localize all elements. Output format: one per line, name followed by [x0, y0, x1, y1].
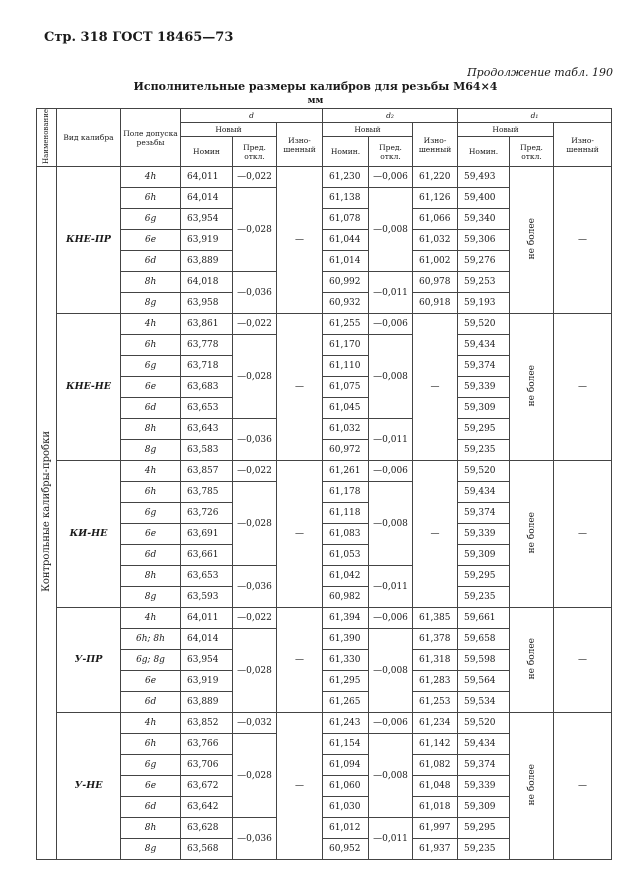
d-deviation: —0,036: [233, 818, 277, 860]
d-nominal: 64,014: [181, 629, 233, 650]
d1-deviation: [510, 608, 554, 713]
d1-nominal: 59,661: [458, 608, 510, 629]
tolerance-field: 6e: [121, 524, 181, 545]
d1-nominal: 59,235: [458, 587, 510, 608]
d2-nominal: 61,230: [323, 167, 369, 188]
d2-worn: 61,142: [413, 734, 458, 755]
d1-nominal: 59,493: [458, 167, 510, 188]
d2-nominal: 61,390: [323, 629, 369, 650]
d1-nominal: 59,434: [458, 335, 510, 356]
tolerance-field: 6g: [121, 209, 181, 230]
tolerance-field: 6h: [121, 734, 181, 755]
ne-bolee-label: не более: [526, 364, 537, 407]
tolerance-field: 8h: [121, 818, 181, 839]
d-nominal: 63,919: [181, 671, 233, 692]
d1-deviation: [510, 314, 554, 461]
d2-worn-header: Изно-шенный: [413, 123, 458, 167]
d2-nominal: 61,295: [323, 671, 369, 692]
d-nominal: 63,889: [181, 692, 233, 713]
d-worn: —: [277, 167, 323, 314]
d1-worn-header: Изно-шенный: [554, 123, 612, 167]
tolerance-field: 6e: [121, 377, 181, 398]
d1-nominal-header: Номин.: [458, 137, 510, 167]
tolerance-field: 8h: [121, 272, 181, 293]
d1-nominal: 59,235: [458, 440, 510, 461]
ne-bolee-label: не более: [526, 637, 537, 680]
d1-deviation: [510, 167, 554, 314]
d1-nominal: 59,309: [458, 398, 510, 419]
group-label-cell: [37, 167, 57, 860]
d2-worn: 61,937: [413, 839, 458, 860]
d2-worn: 61,126: [413, 188, 458, 209]
d1-nominal: 59,658: [458, 629, 510, 650]
d2-worn: 60,978: [413, 272, 458, 293]
page-reference: Стр. 318 ГОСТ 18465—73: [44, 30, 234, 45]
d-nominal: 63,954: [181, 209, 233, 230]
d2-worn: 61,385: [413, 608, 458, 629]
d2-nominal: 61,060: [323, 776, 369, 797]
d1-nominal: 59,598: [458, 650, 510, 671]
d2-nominal: 61,032: [323, 419, 369, 440]
d-deviation: —0,036: [233, 419, 277, 461]
d2-worn: 61,018: [413, 797, 458, 818]
d-deviation: —0,028: [233, 188, 277, 272]
d2-deviation: —0,011: [369, 419, 413, 461]
d2-nominal: 61,042: [323, 566, 369, 587]
d1-nominal: 59,309: [458, 545, 510, 566]
d2-deviation: —0,008: [369, 629, 413, 713]
d2-nominal: 61,118: [323, 503, 369, 524]
d1-nominal: 59,434: [458, 482, 510, 503]
d2-nominal: 61,045: [323, 398, 369, 419]
d-deviation: —0,028: [233, 629, 277, 713]
gauge-kind: КНЕ-ПР: [57, 167, 121, 314]
d-nominal: 63,718: [181, 356, 233, 377]
table-row: [37, 314, 612, 335]
d2-deviation: —0,006: [369, 167, 413, 188]
d2-nominal: 61,083: [323, 524, 369, 545]
tolerance-field: 6h; 8h: [121, 629, 181, 650]
d1-nominal: 59,564: [458, 671, 510, 692]
tolerance-field: 8g: [121, 440, 181, 461]
d1-nominal: 59,339: [458, 524, 510, 545]
d1-deviation: [510, 461, 554, 608]
unit-label: мм: [307, 96, 324, 106]
d2-deviation: —0,006: [369, 713, 413, 734]
d2-nominal-header: Номин.: [323, 137, 369, 167]
d-nominal: 63,706: [181, 755, 233, 776]
col-kind-header: Вид калибра: [57, 109, 121, 167]
d2-worn: 61,318: [413, 650, 458, 671]
table-body: [37, 167, 612, 860]
d1-nominal: 59,295: [458, 818, 510, 839]
d2-nominal: 61,330: [323, 650, 369, 671]
ne-bolee-label: не более: [526, 511, 537, 554]
tolerance-field: 6g: [121, 356, 181, 377]
d-deviation: —0,036: [233, 272, 277, 314]
d-worn: —: [277, 608, 323, 713]
d-nominal: 64,011: [181, 167, 233, 188]
d1-nominal: 59,276: [458, 251, 510, 272]
d2-nominal: 60,932: [323, 293, 369, 314]
ne-bolee-label: не более: [526, 217, 537, 260]
d1-nominal: 59,339: [458, 377, 510, 398]
group-label: Контрольные калибры-пробки: [40, 431, 52, 592]
d1-nominal: 59,400: [458, 188, 510, 209]
d1-nominal: 59,374: [458, 755, 510, 776]
d2-nominal: 60,992: [323, 272, 369, 293]
d2-nominal: 61,110: [323, 356, 369, 377]
d-nominal: 63,642: [181, 797, 233, 818]
d-worn: —: [277, 713, 323, 860]
tolerance-field: 6d: [121, 251, 181, 272]
d1-worn: —: [554, 713, 612, 860]
d-nominal: 63,778: [181, 335, 233, 356]
tolerance-field: 8g: [121, 587, 181, 608]
ne-bolee-label: не более: [526, 763, 537, 806]
d1-nominal: 59,520: [458, 314, 510, 335]
d2-worn: —: [413, 314, 458, 461]
d2-nominal: 61,265: [323, 692, 369, 713]
d1-nominal: 59,340: [458, 209, 510, 230]
d2-worn: 61,066: [413, 209, 458, 230]
d-deviation: —0,028: [233, 335, 277, 419]
d-nominal: 64,018: [181, 272, 233, 293]
col-d2-header: d₂: [323, 109, 458, 123]
col-d-header: d: [181, 109, 323, 123]
d-nominal: 63,919: [181, 230, 233, 251]
tolerance-field: 8h: [121, 566, 181, 587]
d-deviation: —0,036: [233, 566, 277, 608]
d2-deviation: —0,006: [369, 608, 413, 629]
d-nominal: 63,691: [181, 524, 233, 545]
col-d1-header: d₁: [458, 109, 612, 123]
d2-worn: —: [413, 461, 458, 608]
tolerance-field: 6e: [121, 671, 181, 692]
tolerance-field: 6h: [121, 335, 181, 356]
d2-deviation: —0,008: [369, 734, 413, 818]
d-nominal: 63,785: [181, 482, 233, 503]
gauge-kind: КИ-НЕ: [57, 461, 121, 608]
d1-nominal: 59,520: [458, 461, 510, 482]
d2-deviation: —0,011: [369, 272, 413, 314]
d2-nominal: 61,075: [323, 377, 369, 398]
d2-nominal: 61,044: [323, 230, 369, 251]
d2-nominal: 60,952: [323, 839, 369, 860]
d-worn-header: Изно-шенный: [277, 123, 323, 167]
d1-nominal: 59,339: [458, 776, 510, 797]
d2-worn: 61,082: [413, 755, 458, 776]
d1-nominal: 59,193: [458, 293, 510, 314]
d1-nominal: 59,309: [458, 797, 510, 818]
d2-nominal: 61,170: [323, 335, 369, 356]
tolerance-field: 4h: [121, 608, 181, 629]
tolerance-field: 6h: [121, 482, 181, 503]
d2-deviation: —0,008: [369, 335, 413, 419]
d2-nominal: 61,012: [323, 818, 369, 839]
d1-new-header: Новый: [458, 123, 554, 137]
d-nominal: 63,726: [181, 503, 233, 524]
d2-nominal: 61,138: [323, 188, 369, 209]
d-deviation: —0,022: [233, 167, 277, 188]
d1-worn: —: [554, 461, 612, 608]
gauge-kind: У-НЕ: [57, 713, 121, 860]
tolerance-field: 6e: [121, 776, 181, 797]
d1-worn: —: [554, 167, 612, 314]
d2-dev-header: Пред. откл.: [369, 137, 413, 167]
d2-nominal: 61,154: [323, 734, 369, 755]
d2-worn: 61,378: [413, 629, 458, 650]
d1-worn: —: [554, 314, 612, 461]
gauge-kind: У-ПР: [57, 608, 121, 713]
d1-nominal: 59,374: [458, 356, 510, 377]
tolerance-field: 6g; 8g: [121, 650, 181, 671]
d1-dev-header: Пред. откл.: [510, 137, 554, 167]
d1-nominal: 59,295: [458, 566, 510, 587]
d2-nominal: 61,014: [323, 251, 369, 272]
d2-nominal: 61,255: [323, 314, 369, 335]
table-title: Исполнительные размеры калибров для резьбы М64×4: [133, 80, 498, 93]
d-nominal: 63,653: [181, 398, 233, 419]
table-row: [37, 167, 612, 188]
d2-deviation: —0,008: [369, 188, 413, 272]
col-tolerance-header: Поле допуска резьбы: [121, 109, 181, 167]
tolerance-field: 4h: [121, 713, 181, 734]
d-nominal: 63,653: [181, 566, 233, 587]
d2-nominal: 61,178: [323, 482, 369, 503]
d2-worn: 61,032: [413, 230, 458, 251]
d-worn: —: [277, 314, 323, 461]
d1-nominal: 59,253: [458, 272, 510, 293]
d2-worn: 61,234: [413, 713, 458, 734]
d2-nominal: 61,094: [323, 755, 369, 776]
d2-deviation: —0,011: [369, 818, 413, 860]
d1-worn: —: [554, 608, 612, 713]
d2-worn: 61,220: [413, 167, 458, 188]
d-nominal: 63,889: [181, 251, 233, 272]
tolerance-field: 6d: [121, 797, 181, 818]
d2-nominal: 61,030: [323, 797, 369, 818]
d-nominal: 63,593: [181, 587, 233, 608]
d-dev-header: Пред. откл.: [233, 137, 277, 167]
d2-worn: 60,918: [413, 293, 458, 314]
d-nominal: 64,014: [181, 188, 233, 209]
tolerance-field: 4h: [121, 461, 181, 482]
tolerance-field: 8g: [121, 293, 181, 314]
d-new-header: Новый: [181, 123, 277, 137]
d1-nominal: 59,235: [458, 839, 510, 860]
d-nominal: 63,643: [181, 419, 233, 440]
d-nominal: 63,568: [181, 839, 233, 860]
d-nominal: 63,852: [181, 713, 233, 734]
d2-worn: 61,997: [413, 818, 458, 839]
d-deviation: —0,022: [233, 461, 277, 482]
continuation-note: Продолжение табл. 190: [467, 66, 613, 79]
d-nominal: 64,011: [181, 608, 233, 629]
d-nominal: 63,628: [181, 818, 233, 839]
d-deviation: —0,022: [233, 608, 277, 629]
tolerance-field: 4h: [121, 314, 181, 335]
tolerance-field: 6g: [121, 503, 181, 524]
tolerance-field: 8h: [121, 419, 181, 440]
tolerance-field: 4h: [121, 167, 181, 188]
d-nominal: 63,672: [181, 776, 233, 797]
d1-nominal: 59,520: [458, 713, 510, 734]
col-name-header: Наименование: [37, 109, 57, 167]
d2-nominal: 61,394: [323, 608, 369, 629]
d-nominal: 63,958: [181, 293, 233, 314]
d-deviation: —0,028: [233, 734, 277, 818]
d2-worn: 61,283: [413, 671, 458, 692]
d2-nominal: 61,078: [323, 209, 369, 230]
d2-worn: 61,002: [413, 251, 458, 272]
tolerance-field: 6d: [121, 398, 181, 419]
d2-deviation: —0,006: [369, 461, 413, 482]
d-nominal: 63,861: [181, 314, 233, 335]
tolerance-field: 6h: [121, 188, 181, 209]
d2-worn: 61,253: [413, 692, 458, 713]
d2-nominal: 61,261: [323, 461, 369, 482]
d1-deviation: [510, 713, 554, 860]
table-row: [37, 608, 612, 629]
d-nominal: 63,683: [181, 377, 233, 398]
d2-nominal: 61,053: [323, 545, 369, 566]
dimensions-table: [36, 108, 612, 860]
d-nominal: 63,583: [181, 440, 233, 461]
d1-nominal: 59,295: [458, 419, 510, 440]
d1-nominal: 59,434: [458, 734, 510, 755]
d-nominal: 63,857: [181, 461, 233, 482]
d2-deviation: —0,008: [369, 482, 413, 566]
tolerance-field: 8g: [121, 839, 181, 860]
d2-new-header: Новый: [323, 123, 413, 137]
d1-nominal: 59,306: [458, 230, 510, 251]
table-row: [37, 461, 612, 482]
d2-deviation: —0,006: [369, 314, 413, 335]
d-nominal: 63,954: [181, 650, 233, 671]
d2-nominal: 60,982: [323, 587, 369, 608]
tolerance-field: 6g: [121, 755, 181, 776]
d-nominal: 63,766: [181, 734, 233, 755]
tolerance-field: 6e: [121, 230, 181, 251]
d2-worn: 61,048: [413, 776, 458, 797]
d-deviation: —0,022: [233, 314, 277, 335]
d-nominal-header: Номин: [181, 137, 233, 167]
d-worn: —: [277, 461, 323, 608]
d-deviation: —0,028: [233, 482, 277, 566]
d2-deviation: —0,011: [369, 566, 413, 608]
d1-nominal: 59,374: [458, 503, 510, 524]
d2-nominal: 61,243: [323, 713, 369, 734]
d2-nominal: 60,972: [323, 440, 369, 461]
d-nominal: 63,661: [181, 545, 233, 566]
gauge-kind: КНЕ-НЕ: [57, 314, 121, 461]
tolerance-field: 6d: [121, 545, 181, 566]
d1-nominal: 59,534: [458, 692, 510, 713]
table-row: [37, 713, 612, 734]
tolerance-field: 6d: [121, 692, 181, 713]
d-deviation: —0,032: [233, 713, 277, 734]
